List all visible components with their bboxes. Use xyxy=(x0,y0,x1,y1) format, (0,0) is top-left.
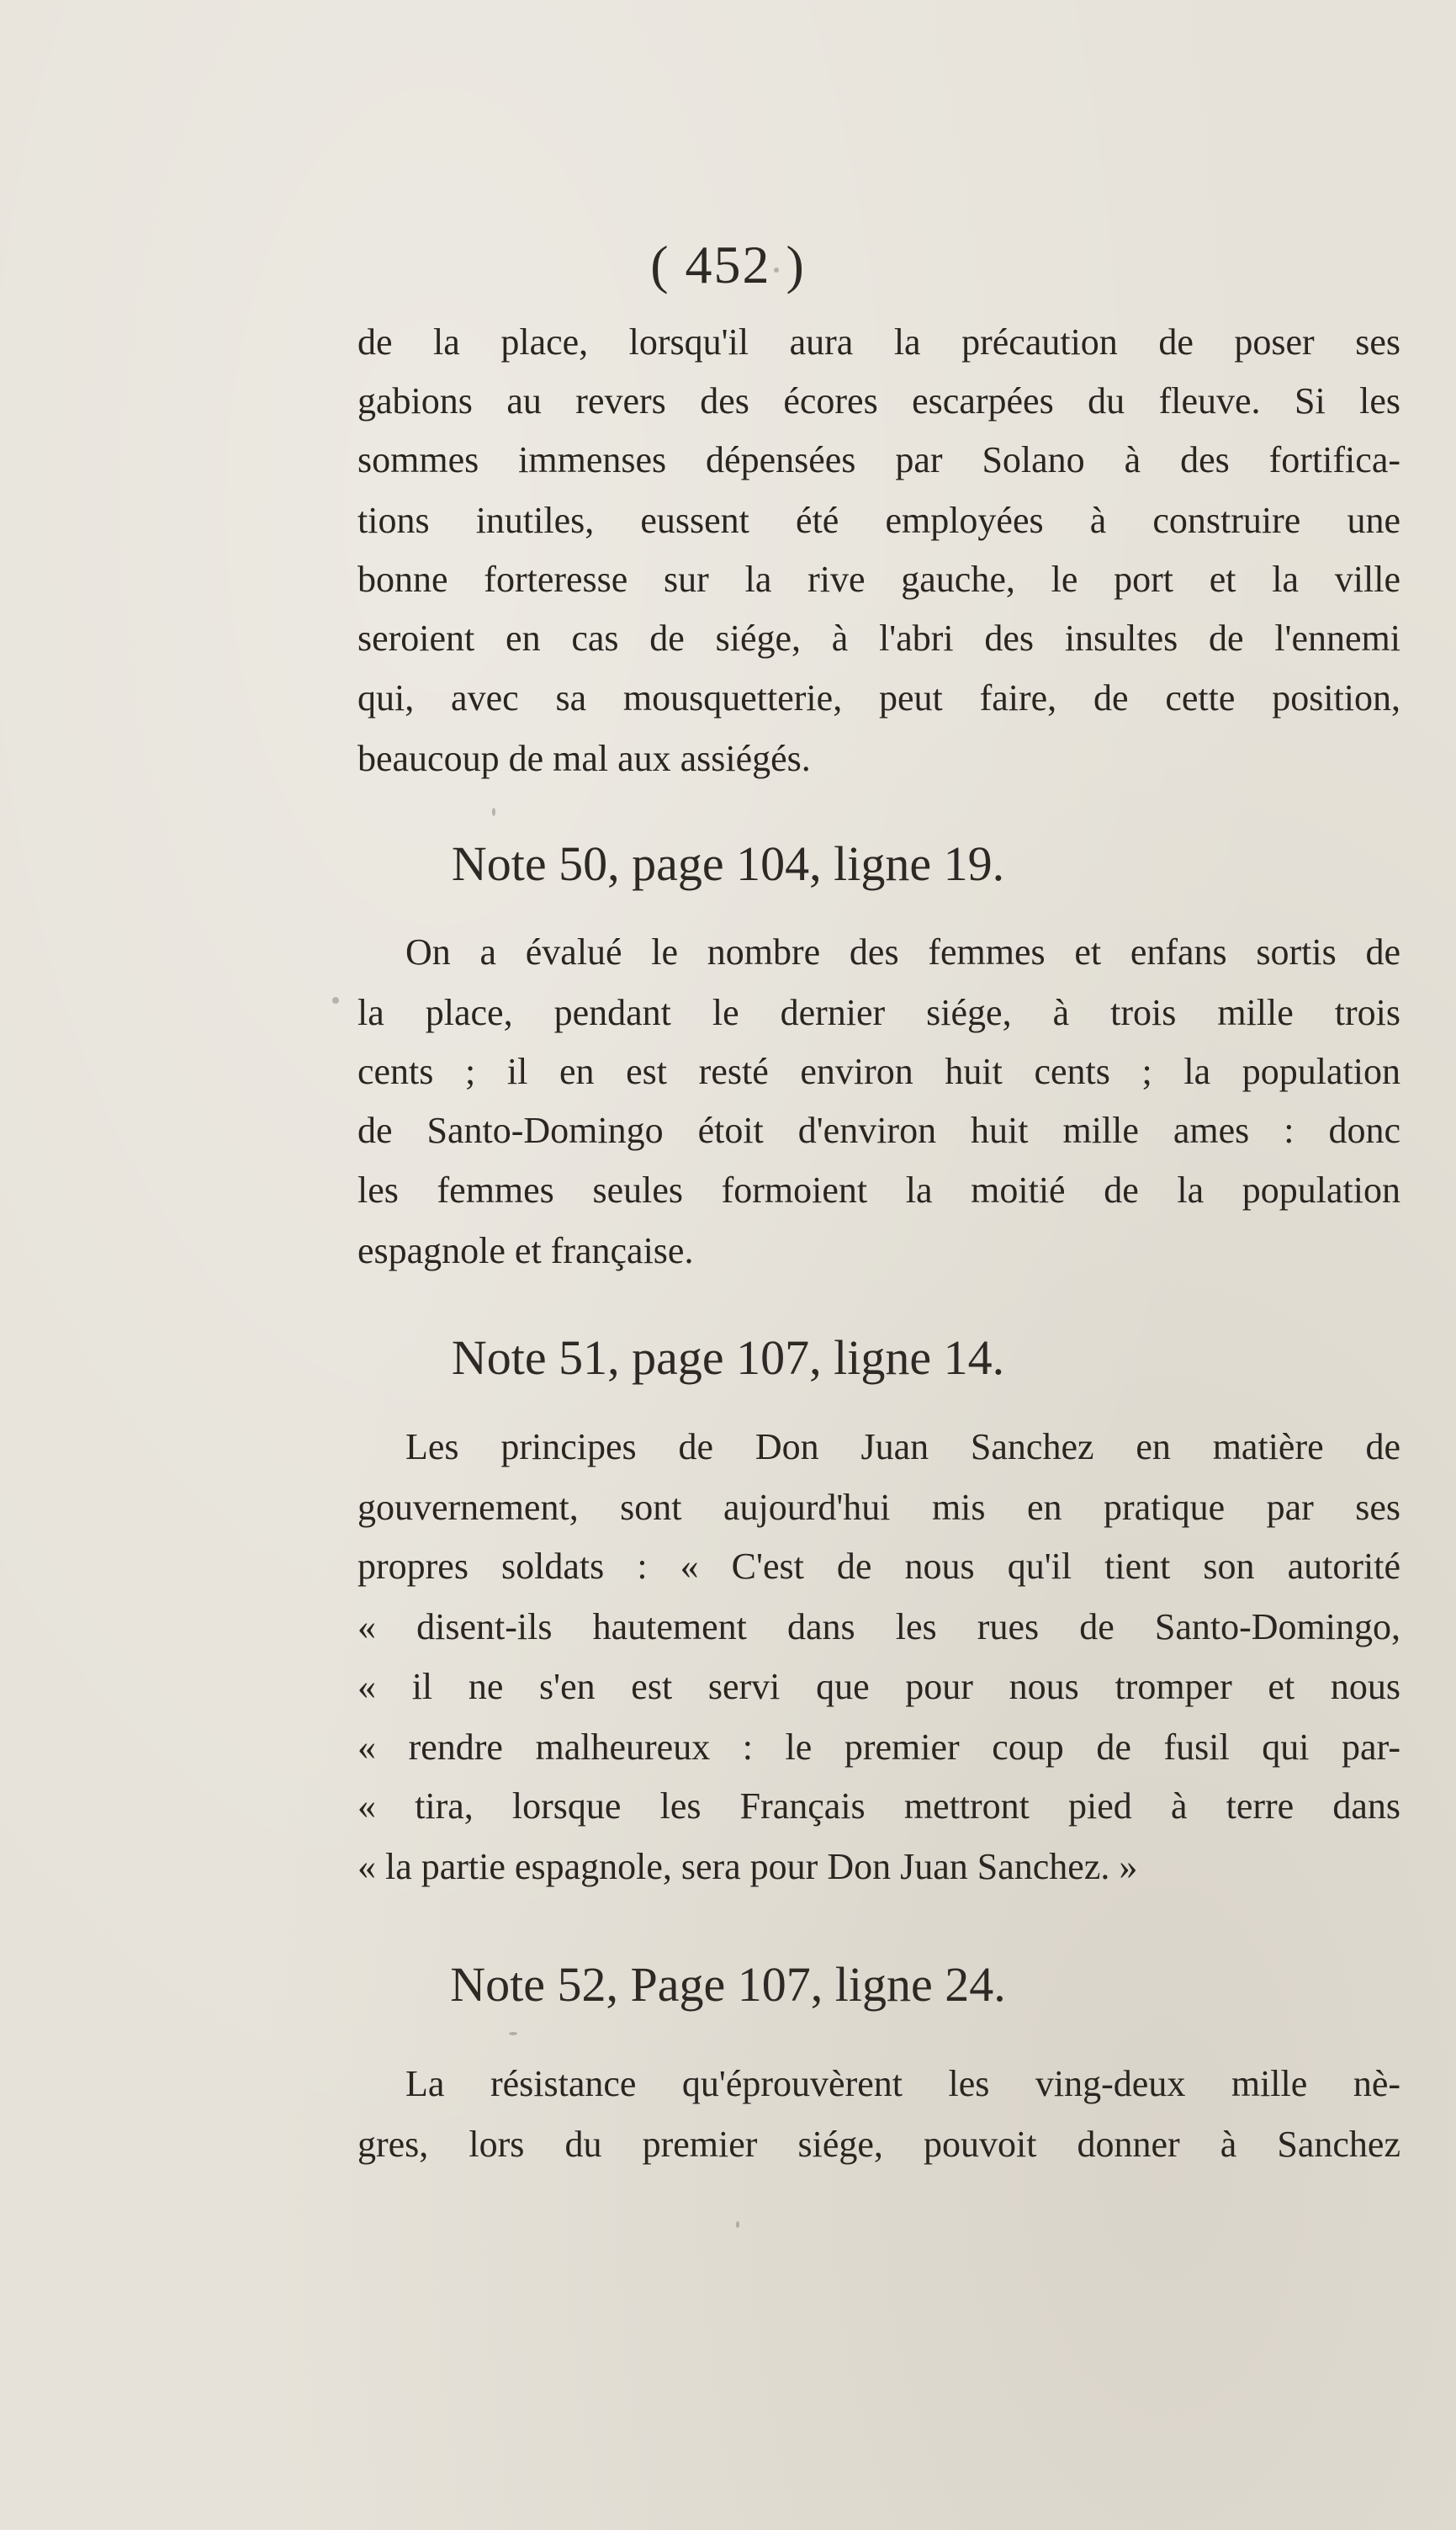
text-line: Les principes de Don Juan Sanchez en matière de xyxy=(405,1426,1400,1467)
text-line: de la place, lorsqu'il aura la précaution de poser ses xyxy=(357,321,1400,363)
paper-speck xyxy=(509,2032,517,2035)
text-line: beaucoup de mal aux assiégés. xyxy=(357,738,811,779)
text-line: gouvernement, sont aujourd'hui mis en pratique par ses xyxy=(357,1487,1400,1528)
text-line: de Santo-Domingo étoit d'environ huit mille ames : donc xyxy=(357,1110,1400,1151)
text-line: espagnole et française. xyxy=(357,1230,694,1271)
paper-speck xyxy=(736,2221,739,2228)
text-line: La résistance qu'éprouvèrent les ving-deux mille nè- xyxy=(405,2063,1400,2104)
text-line: « tira, lorsque les Français mettront pied à terre dans xyxy=(357,1785,1400,1827)
text-line: les femmes seules formoient la moitié de la population xyxy=(357,1170,1400,1211)
text-line: « disent-ils hautement dans les rues de Santo-Domingo, xyxy=(357,1606,1400,1647)
note-heading: Note 51, page 107, ligne 14. xyxy=(451,1330,1005,1385)
text-line: On a évalué le nombre des femmes et enfans sortis de xyxy=(405,931,1400,973)
note-heading: Note 50, page 104, ligne 19. xyxy=(451,836,1005,891)
paper-speck xyxy=(774,268,779,273)
text-line: gabions au revers des écores escarpées du fleuve. Si les xyxy=(357,380,1400,422)
text-line: sommes immenses dépensées par Solano à des fortifica- xyxy=(357,439,1400,480)
text-line: bonne forteresse sur la rive gauche, le port et la ville xyxy=(357,559,1400,600)
page-number: ( 452 ) xyxy=(650,235,806,294)
text-line: la place, pendant le dernier siége, à trois mille trois xyxy=(357,992,1400,1033)
text-line: « la partie espagnole, sera pour Don Juan Sanchez. » xyxy=(357,1846,1138,1887)
text-line: cents ; il en est resté environ huit cents ; la population xyxy=(357,1051,1400,1092)
text-line: « il ne s'en est servi que pour nous tromper et nous xyxy=(357,1666,1400,1707)
text-line: gres, lors du premier siége, pouvoit donner à Sanchez xyxy=(357,2124,1400,2165)
text-line: qui, avec sa mousquetterie, peut faire, de cette position, xyxy=(357,677,1400,719)
text-line: propres soldats : « C'est de nous qu'il tient son autorité xyxy=(357,1546,1400,1587)
text-line: tions inutiles, eussent été employées à construire une xyxy=(357,500,1400,541)
paper-speck xyxy=(332,997,339,1004)
note-heading: Note 52, Page 107, ligne 24. xyxy=(450,1957,1006,2012)
text-line: seroient en cas de siége, à l'abri des insultes de l'ennemi xyxy=(357,618,1400,659)
text-line: « rendre malheureux : le premier coup de fusil qui par- xyxy=(357,1726,1400,1768)
paper-speck xyxy=(492,808,495,816)
